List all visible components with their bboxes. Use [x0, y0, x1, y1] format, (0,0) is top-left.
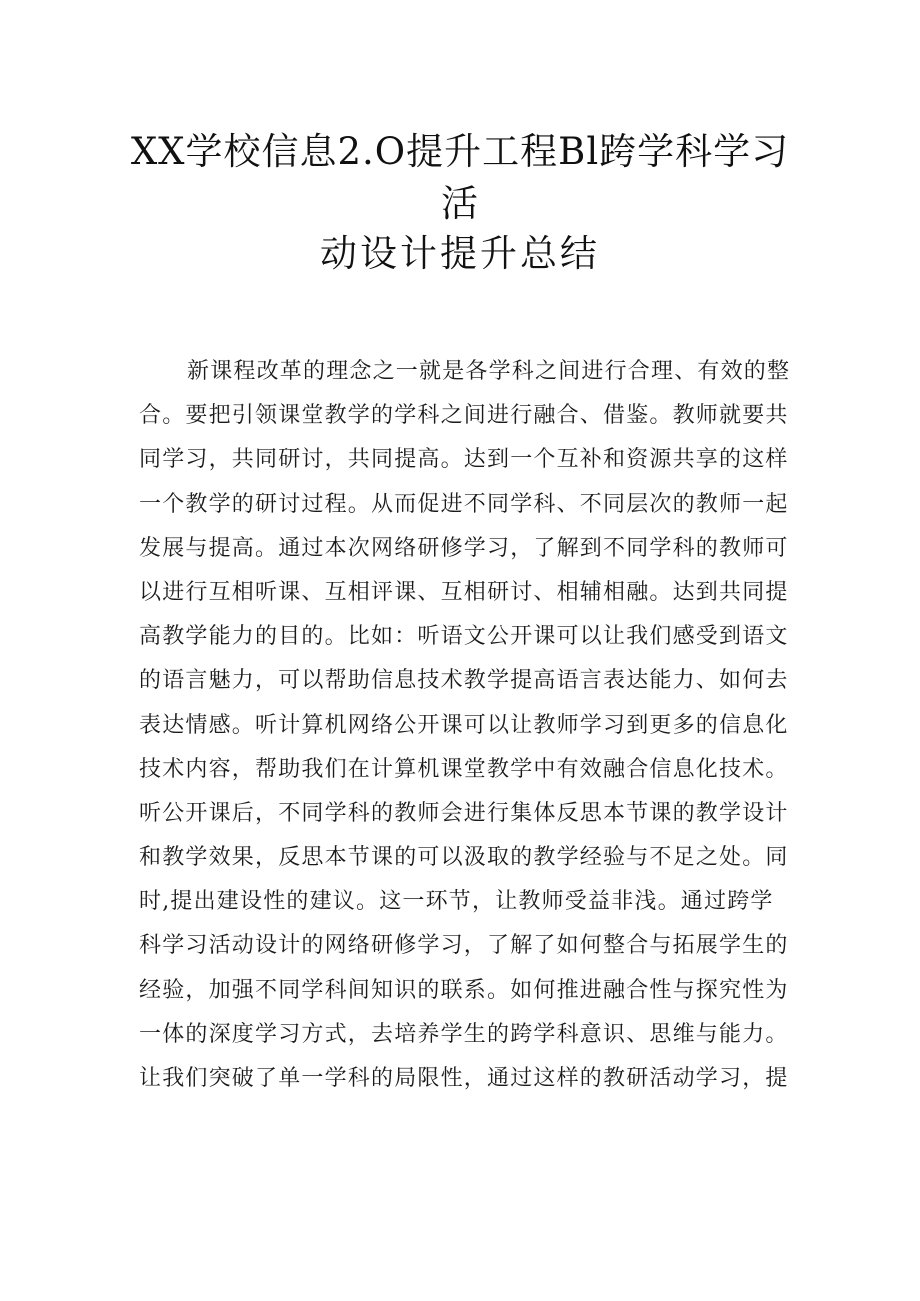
body-line: 同学习，共同研讨，共同提高。达到一个互补和资源共享的这样 [139, 447, 789, 473]
body-line: 高教学能力的目的。比如：听语文公开课可以让我们感受到语文 [139, 624, 789, 650]
body-line: 科学习活动设计的网络研修学习，了解了如何整合与拓展学生的 [139, 933, 789, 959]
body-line: 一个教学的研讨过程。从而促进不同学科、不同层次的教师一起 [139, 491, 789, 517]
body-line: 表达情感。听计算机网络公开课可以让教师学习到更多的信息化 [139, 712, 789, 738]
title-line-2: 活 [441, 182, 479, 225]
body-line: 以进行互相听课、互相评课、互相研讨、相辅相融。达到共同提 [139, 579, 789, 605]
body-line: 的语言魅力，可以帮助信息技术教学提高语言表达能力、如何去 [139, 668, 789, 694]
body-line: 发展与提高。通过本次网络研修学习，了解到不同学科的教师可 [139, 535, 789, 561]
body-paragraph [139, 350, 789, 1101]
body-line: 技术内容，帮助我们在计算机课堂教学中有效融合信息化技术。 [139, 756, 789, 782]
body-line: 让我们突破了单一学科的局限性，通过这样的教研活动学习，提 [139, 1066, 789, 1091]
body-line: 听公开课后，不同学科的教师会进行集体反思本节课的教学设计 [139, 800, 789, 826]
body-line: 一体的深度学习方式，去培养学生的跨学科意识、思维与能力。 [139, 1021, 789, 1047]
body-line: 新课程改革的理念之一就是各学科之间进行合理、有效的整 [187, 359, 791, 384]
body-line: 经验，加强不同学科间知识的联系。如何推进融合性与探究性为 [139, 977, 789, 1003]
title-line-1: XX学校信息2.O提升工程Bl跨学科学习 [130, 130, 790, 173]
title-line-3: 动设计提升总结 [320, 232, 600, 275]
body-line: 和教学效果，反思本节课的可以汲取的教学经验与不足之处。同 [139, 845, 789, 871]
body-line: 合。要把引领课堂教学的学科之间进行融合、借鉴。教师就要共 [139, 403, 789, 429]
body-line: 时,提出建设性的建议。这一环节，让教师受益非浅。通过跨学 [139, 889, 774, 915]
